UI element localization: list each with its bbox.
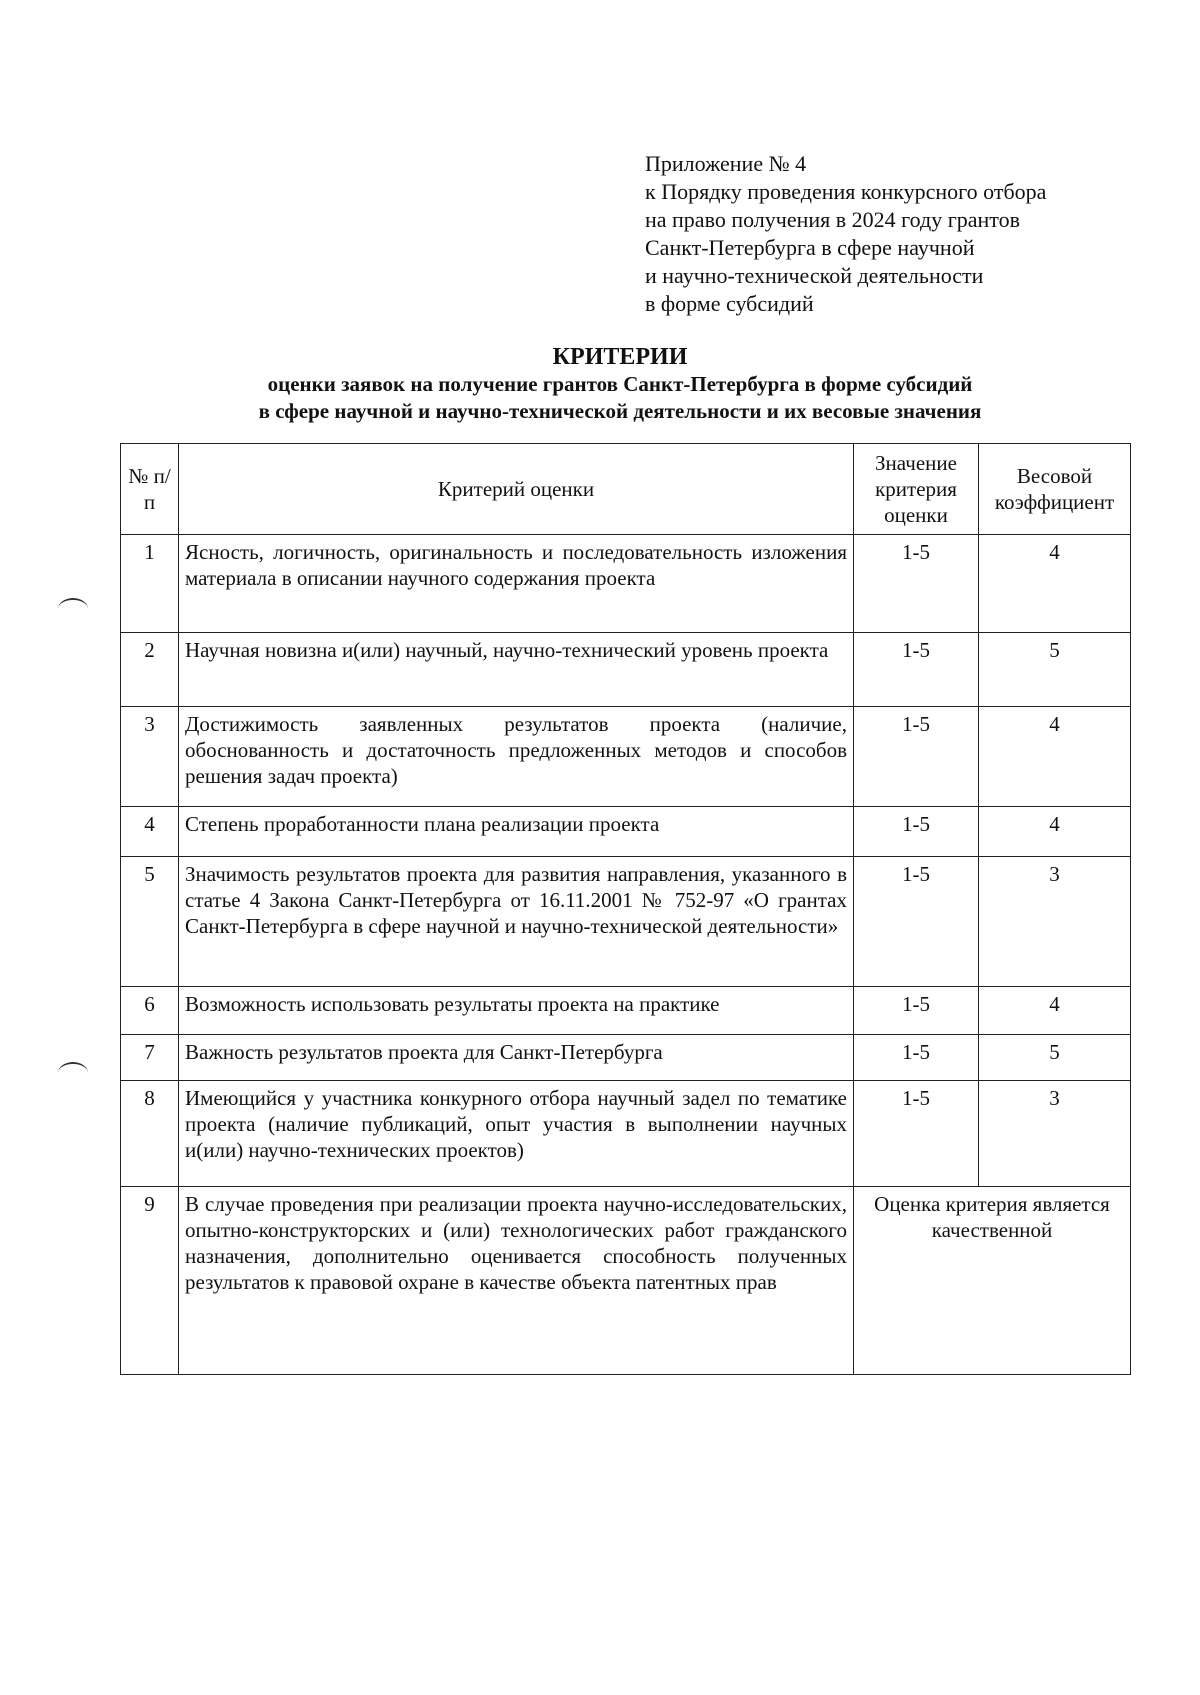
row-criterion: Ясность, логичность, оригинальность и последовательность изложения материала в описании научного содержания проекта: [179, 535, 854, 633]
row-coefficient: 5: [979, 1035, 1131, 1081]
row-criterion: Значимость результатов проекта для развития направления, указанного в статье 4 Закона Санкт-Петербурга от 16.11.2001 № 752-97 «О грантах Санкт-Петербурга в сфере научной и научно-технической деятельности»: [179, 857, 854, 987]
header-number: № п/п: [121, 444, 179, 535]
appendix-note: [645, 150, 1046, 318]
appendix-line: и научно-технической деятельности: [645, 263, 984, 288]
row-value: 1-5: [854, 633, 979, 707]
row-number: 1: [121, 535, 179, 633]
row-value: 1-5: [854, 857, 979, 987]
appendix-line: Санкт-Петербурга в сфере научной: [645, 235, 975, 260]
row-criterion: Степень проработанности плана реализации проекта: [179, 807, 854, 857]
document-subtitle-line-1: оценки заявок на получение грантов Санкт-Петербурга в форме субсидий: [267, 372, 973, 396]
row-value: 1-5: [854, 1081, 979, 1187]
row-number: 3: [121, 707, 179, 807]
table-row: [121, 535, 1131, 633]
row-criterion: В случае проведения при реализации проекта научно-исследовательских, опытно-конструкторских и (или) технологических работ гражданского назначения, дополнительно оценивается способность полученных результатов к правовой охране в качестве объекта патентных прав: [179, 1187, 854, 1375]
appendix-line: в форме субсидий: [645, 291, 814, 316]
table-row: [121, 1035, 1131, 1081]
table-row: [121, 807, 1131, 857]
hole-punch-mark-lower: [58, 1062, 88, 1084]
document-subtitle-line-2: в сфере научной и научно-технической деятельности и их весовые значения: [258, 399, 982, 423]
row-value: 1-5: [854, 535, 979, 633]
row-number: 8: [121, 1081, 179, 1187]
row-criterion: Важность результатов проекта для Санкт-Петербурга: [179, 1035, 854, 1081]
table-row: [121, 1187, 1131, 1375]
row-qualitative-assessment: Оценка критерия является качественной: [854, 1187, 1131, 1375]
row-value: 1-5: [854, 707, 979, 807]
header-criterion: Критерий оценки: [179, 444, 854, 535]
row-criterion: Возможность использовать результаты проекта на практике: [179, 987, 854, 1035]
row-number: 9: [121, 1187, 179, 1375]
table-row: [121, 1081, 1131, 1187]
row-value: 1-5: [854, 807, 979, 857]
row-number: 4: [121, 807, 179, 857]
table-row: [121, 987, 1131, 1035]
document-heading: [120, 343, 1120, 425]
row-value: 1-5: [854, 1035, 979, 1081]
row-coefficient: 4: [979, 987, 1131, 1035]
criteria-table: [120, 443, 1131, 1375]
row-value: 1-5: [854, 987, 979, 1035]
document-title: КРИТЕРИИ: [552, 344, 688, 370]
appendix-line: к Порядку проведения конкурсного отбора: [645, 179, 1047, 204]
row-coefficient: 5: [979, 633, 1131, 707]
table-row: [121, 707, 1131, 807]
header-coefficient: Весовой коэффициент: [979, 444, 1131, 535]
appendix-line: Приложение № 4: [645, 151, 807, 176]
row-number: 6: [121, 987, 179, 1035]
header-value: Значение критерия оценки: [854, 444, 979, 535]
row-coefficient: 4: [979, 535, 1131, 633]
table-row: [121, 633, 1131, 707]
row-number: 7: [121, 1035, 179, 1081]
row-number: 5: [121, 857, 179, 987]
row-criterion: Достижимость заявленных результатов проекта (наличие, обоснованность и достаточность предложенных методов и способов решения задач проекта): [179, 707, 854, 807]
row-coefficient: 3: [979, 1081, 1131, 1187]
table-header-row: [121, 444, 1131, 535]
row-criterion: Научная новизна и(или) научный, научно-технический уровень проекта: [179, 633, 854, 707]
row-coefficient: 4: [979, 707, 1131, 807]
row-number: 2: [121, 633, 179, 707]
hole-punch-mark-upper: [58, 598, 88, 620]
row-criterion: Имеющийся у участника конкурного отбора научный задел по тематике проекта (наличие публикаций, опыт участия в выполнении научных и(или) научно-технических проектов): [179, 1081, 854, 1187]
row-coefficient: 3: [979, 857, 1131, 987]
table-row: [121, 857, 1131, 987]
appendix-line: на право получения в 2024 году грантов: [645, 207, 1020, 232]
row-coefficient: 4: [979, 807, 1131, 857]
